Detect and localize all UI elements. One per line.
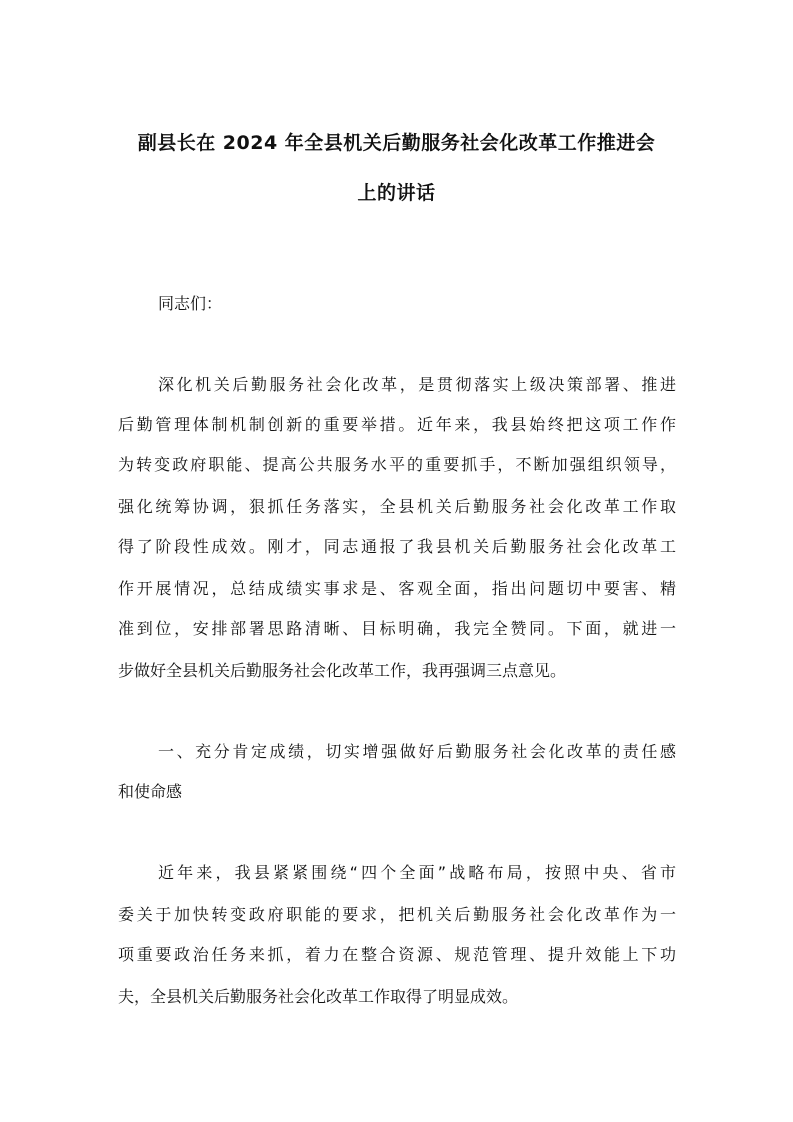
document-title-line-1: 副县长在 2024 年全县机关后勤服务社会化改革工作推进会 xyxy=(137,132,656,154)
paragraph-1-line: 准到位，安排部署思路清晰、目标明确，我完全赞同。下面，就进一 xyxy=(118,619,676,638)
document-title-line-2: 上的讲话 xyxy=(357,182,436,204)
paragraph-1-line: 深化机关后勤服务社会化改革，是贯彻落实上级决策部署、推进 xyxy=(158,375,676,394)
paragraph-1-line: 作开展情况，总结成绩实事求是、客观全面，指出问题切中要害、精 xyxy=(118,579,676,598)
paragraph-2-line: 委关于加快转变政府职能的要求，把机关后勤服务社会化改革作为一 xyxy=(118,905,676,924)
paragraph-1-line: 为转变政府职能、提高公共服务水平的重要抓手，不断加强组织领导， xyxy=(118,455,676,474)
paragraph-2-line: 夫，全县机关后勤服务社会化改革工作取得了明显成效。 xyxy=(118,987,519,1006)
paragraph-1-line: 后勤管理体制机制创新的重要举措。近年来，我县始终把这项工作作 xyxy=(118,415,676,434)
section-heading-line: 和使命感 xyxy=(118,782,183,801)
paragraph-2-line: 项重要政治任务来抓，着力在整合资源、规范管理、提升效能上下功 xyxy=(118,945,676,964)
paragraph-1-line: 得了阶段性成效。刚才，同志通报了我县机关后勤服务社会化改革工 xyxy=(118,537,676,556)
section-heading-line: 一、充分肯定成绩，切实增强做好后勤服务社会化改革的责任感 xyxy=(158,742,676,761)
paragraph-2-line: 近年来，我县紧紧围绕“四个全面”战略布局，按照中央、省市 xyxy=(158,863,676,882)
paragraph-1-line: 步做好全县机关后勤服务社会化改革工作，我再强调三点意见。 xyxy=(118,661,567,680)
paragraph-1-line: 强化统筹协调，狠抓任务落实，全县机关后勤服务社会化改革工作取 xyxy=(118,497,676,516)
salutation: 同志们： xyxy=(158,294,223,313)
